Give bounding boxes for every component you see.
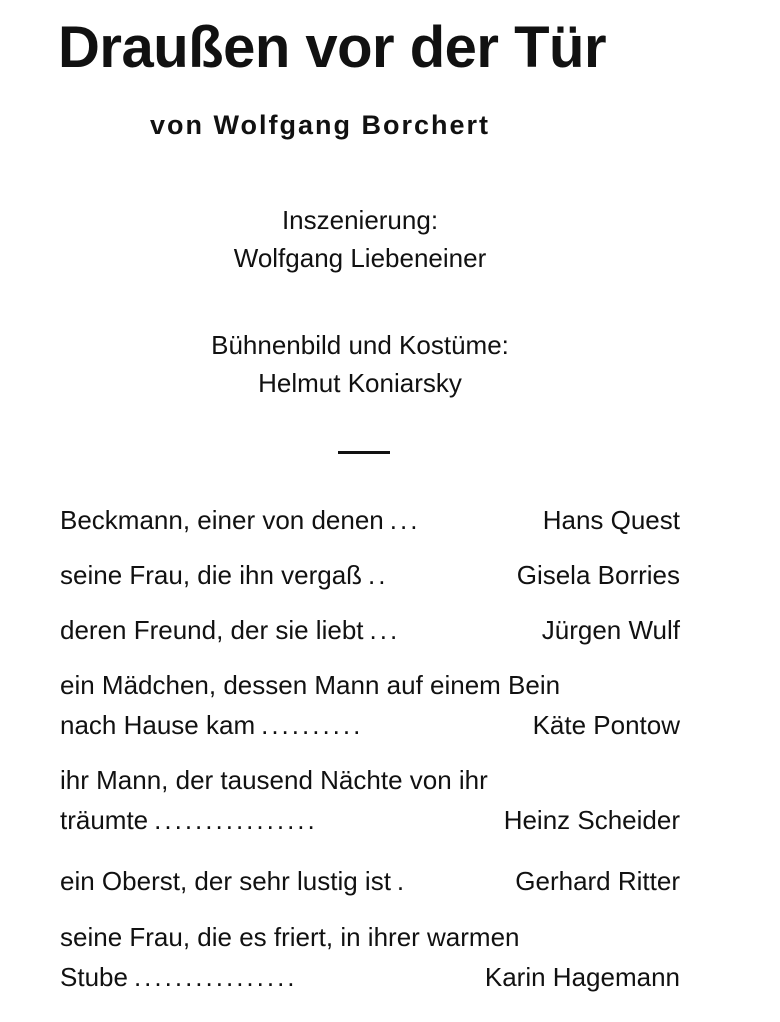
cast-actor: Heinz Scheider — [503, 805, 680, 835]
cast-role: ein Oberst, der sehr lustig ist — [60, 866, 391, 896]
cast-entry — [60, 765, 680, 845]
cast-role: Beckmann, einer von denen — [60, 505, 384, 535]
cast-role: seine Frau, die ihn vergaß — [60, 560, 363, 590]
cast-role-line: ihr Mann, der tausend Nächte von ihr — [60, 765, 488, 795]
cast-role: nach Hause kam — [60, 710, 256, 740]
design-name: Helmut Koniarsky — [258, 368, 462, 398]
cast-entry — [60, 922, 680, 1002]
author-line: von Wolfgang Borchert — [150, 110, 491, 140]
cast-entry — [60, 615, 680, 655]
cast-leader: ................ — [133, 962, 298, 992]
cast-entry — [60, 560, 680, 600]
cast-actor: Gisela Borries — [516, 560, 680, 590]
cast-role: träumte — [60, 805, 149, 835]
cast-entry — [60, 505, 680, 545]
cast-leader: .......... — [261, 710, 364, 740]
cast-role-line: seine Frau, die es friert, in ihrer warmen — [60, 922, 520, 952]
cast-leader: .. — [368, 560, 389, 590]
cast-actor: Hans Quest — [542, 505, 680, 535]
cast-entry — [60, 866, 680, 906]
cast-role-line: ein Mädchen, dessen Mann auf einem Bein — [60, 670, 561, 700]
cast-role: Stube — [60, 962, 128, 992]
play-title: Draußen vor der Tür — [58, 15, 607, 80]
cast-actor: Käte Pontow — [532, 710, 680, 740]
direction-label: Inszenierung: — [281, 205, 439, 235]
cast-leader: ... — [369, 615, 401, 645]
cast-actor: Gerhard Ritter — [515, 866, 680, 896]
direction-name: Wolfgang Liebeneiner — [233, 243, 487, 273]
cast-entry — [60, 670, 680, 750]
cast-leader: . — [396, 866, 408, 896]
cast-leader: ................ — [154, 805, 318, 835]
design-label: Bühnenbild und Kostüme: — [211, 330, 509, 360]
cast-leader: ... — [389, 505, 421, 535]
cast-actor: Jürgen Wulf — [541, 615, 680, 645]
divider — [338, 451, 390, 454]
cast-actor: Karin Hagemann — [484, 962, 680, 992]
cast-role: deren Freund, der sie liebt — [60, 615, 364, 645]
